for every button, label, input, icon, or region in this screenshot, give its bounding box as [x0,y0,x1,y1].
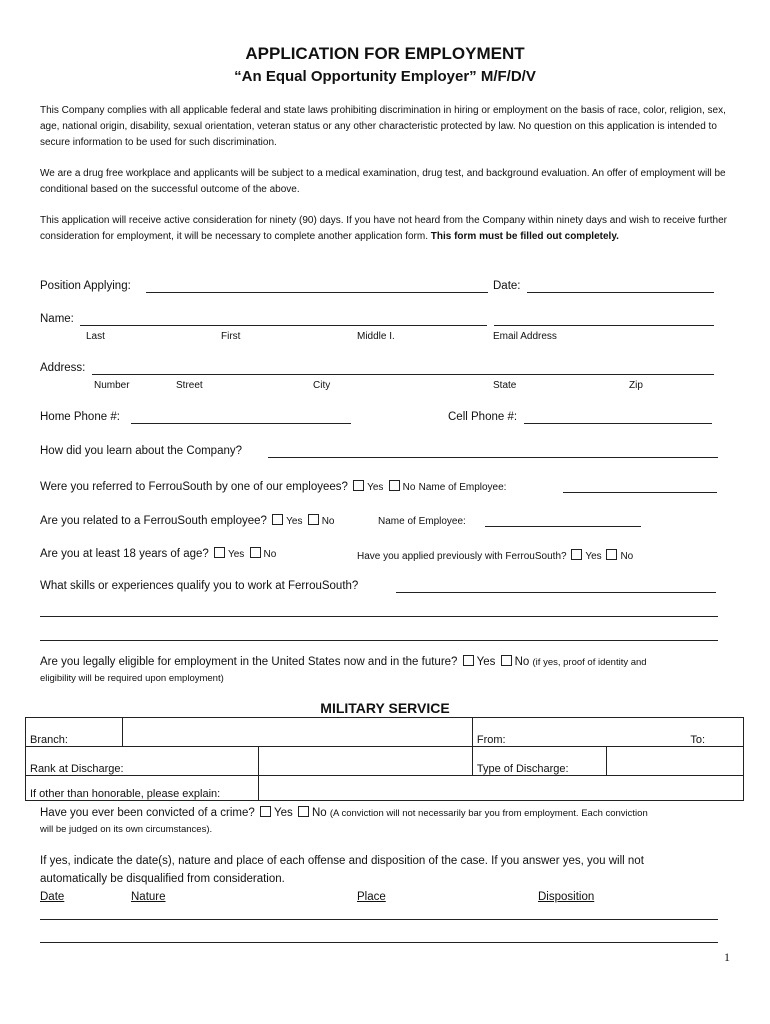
referred-employee-input[interactable] [563,492,717,493]
to-label-cell[interactable] [606,718,743,747]
intro-paragraph-3 [40,213,732,245]
intro-paragraph-3-bold: This form must be filled out completely. [430,231,619,242]
referred-no-checkbox[interactable] [389,480,400,491]
name-label: Name: [40,313,74,325]
intro-paragraph-2: We are a drug free workplace and applicants will be subject to a medical examination, drug test, and background evaluation. An offer of employment will be conditional based on the successful outcome of the above. [40,168,726,195]
related-no-checkbox[interactable] [308,514,319,525]
rank-input[interactable] [258,747,472,776]
conviction-question [40,806,648,819]
branch-label: Branch: [26,718,123,747]
col-nature: Nature [131,891,166,903]
date-input[interactable] [527,292,714,293]
referred-question [40,480,506,493]
eligible-question-text: Are you legally eligible for employment in the United States now and in the future? [40,656,458,668]
name-last-caption: Last [86,331,105,342]
skills-input-line-1[interactable] [396,592,716,593]
from-label: From: [472,718,606,747]
eligible-note-1: (if yes, proof of identity and [532,657,647,668]
conviction-question-text: Have you ever been convicted of a crime? [40,807,255,819]
military-heading: MILITARY SERVICE [320,700,450,716]
age-yes-label: Yes [227,549,245,560]
col-disposition: Disposition [538,891,595,903]
eligible-yes-checkbox[interactable] [463,655,474,666]
cell-phone-label: Cell Phone #: [448,411,518,423]
related-employee-input[interactable] [485,526,641,527]
name-middle-caption: Middle I. [357,331,395,342]
applied-no-label: No [620,551,634,562]
position-label: Position Applying: [40,280,131,292]
intro-paragraph-3-text: This application will receive active consideration for ninety (90) days. If you have not heard from the Company within ninety days and wish to receive further consideration for employment, it will be necessary to complete another application form. [40,215,728,242]
applied-yes-label: Yes [585,551,602,562]
intro-paragraph-1: This Company complies with all applicable federal and state laws prohibiting discrimination in hiring or employment on the basis of race, color, religion, sex, age, national origin, disability, sexual orientation, veteran status or any other characteristic protected by law. No question on this application is intended to secure information to be used for such discrimination. [40,105,726,148]
age-no-checkbox[interactable] [250,547,261,558]
honorable-label: If other than honorable, please explain: [26,776,259,801]
address-city-caption: City [313,380,331,391]
address-input[interactable] [92,374,714,375]
referred-no-label: No [402,482,416,493]
conviction-yes-checkbox[interactable] [260,806,271,817]
eligible-no-checkbox[interactable] [501,655,512,666]
date-label: Date: [493,280,521,292]
email-input[interactable] [494,325,714,326]
col-date: Date [40,891,65,903]
eligible-no-label: No [514,656,530,668]
eligible-yes-label: Yes [476,656,496,668]
age-question-text: Are you at least 18 years of age? [40,548,209,560]
home-phone-label: Home Phone #: [40,411,120,423]
age-question [40,547,276,560]
related-employee-label: Name of Employee: [378,516,466,527]
type-input[interactable] [606,747,743,776]
conviction-note-1: (A conviction will not necessarily bar you from employment. Each conviction [329,808,648,819]
address-state-caption: State [493,380,517,391]
referred-question-text: Were you referred to FerrouSouth by one of our employees? [40,481,348,493]
position-input[interactable] [146,292,488,293]
related-question [40,514,334,527]
referred-yes-checkbox[interactable] [353,480,364,491]
cell-phone-input[interactable] [524,423,712,424]
learn-label: How did you learn about the Company? [40,445,243,457]
home-phone-input[interactable] [131,423,351,424]
related-no-label: No [321,516,335,527]
related-yes-label: Yes [286,516,303,527]
honorable-input[interactable] [258,776,743,801]
conviction-input-line-1[interactable] [40,919,718,920]
applied-no-checkbox[interactable] [606,549,617,560]
page-number: 1 [724,950,730,964]
applied-question [357,549,633,562]
address-street-caption: Street [176,380,203,391]
skills-input-line-2[interactable] [40,616,718,617]
referred-yes-label: Yes [367,482,384,493]
eligible-note-2: eligibility will be required upon employment) [40,673,224,684]
conviction-input-line-2[interactable] [40,942,718,943]
address-label: Address: [40,362,86,374]
col-place: Place [357,891,386,903]
conviction-explain-1: If yes, indicate the date(s), nature and place of each offense and disposition of the case. If you answer yes, you will not [40,855,644,867]
age-yes-checkbox[interactable] [214,547,225,558]
address-zip-caption: Zip [629,380,643,391]
type-label: Type of Discharge: [472,747,606,776]
military-table [25,717,744,801]
address-number-caption: Number [94,380,130,391]
page-subtitle: “An Equal Opportunity Employer” M/F/D/V [234,68,536,85]
name-input[interactable] [80,325,487,326]
age-no-label: No [263,549,277,560]
conviction-note-2: will be judged on its own circumstances). [40,824,213,835]
name-first-caption: First [221,331,241,342]
branch-input[interactable] [123,718,473,747]
applied-question-text: Have you applied previously with FerrouSouth? [357,551,567,562]
page-title: APPLICATION FOR EMPLOYMENT [245,44,525,63]
conviction-yes-label: Yes [274,807,293,819]
eligible-question [40,655,647,668]
referred-employee-label: Name of Employee: [418,482,507,493]
applied-yes-checkbox[interactable] [571,549,582,560]
to-label: To: [690,734,706,746]
conviction-no-checkbox[interactable] [298,806,309,817]
related-yes-checkbox[interactable] [272,514,283,525]
skills-label: What skills or experiences qualify you to work at FerrouSouth? [40,580,359,592]
learn-input[interactable] [268,457,718,458]
related-question-text: Are you related to a FerrouSouth employee? [40,515,267,527]
skills-input-line-3[interactable] [40,640,718,641]
email-caption: Email Address [493,331,557,342]
conviction-explain-2: automatically be disqualified from consideration. [40,873,285,885]
conviction-no-label: No [311,807,327,819]
rank-label: Rank at Discharge: [26,747,259,776]
